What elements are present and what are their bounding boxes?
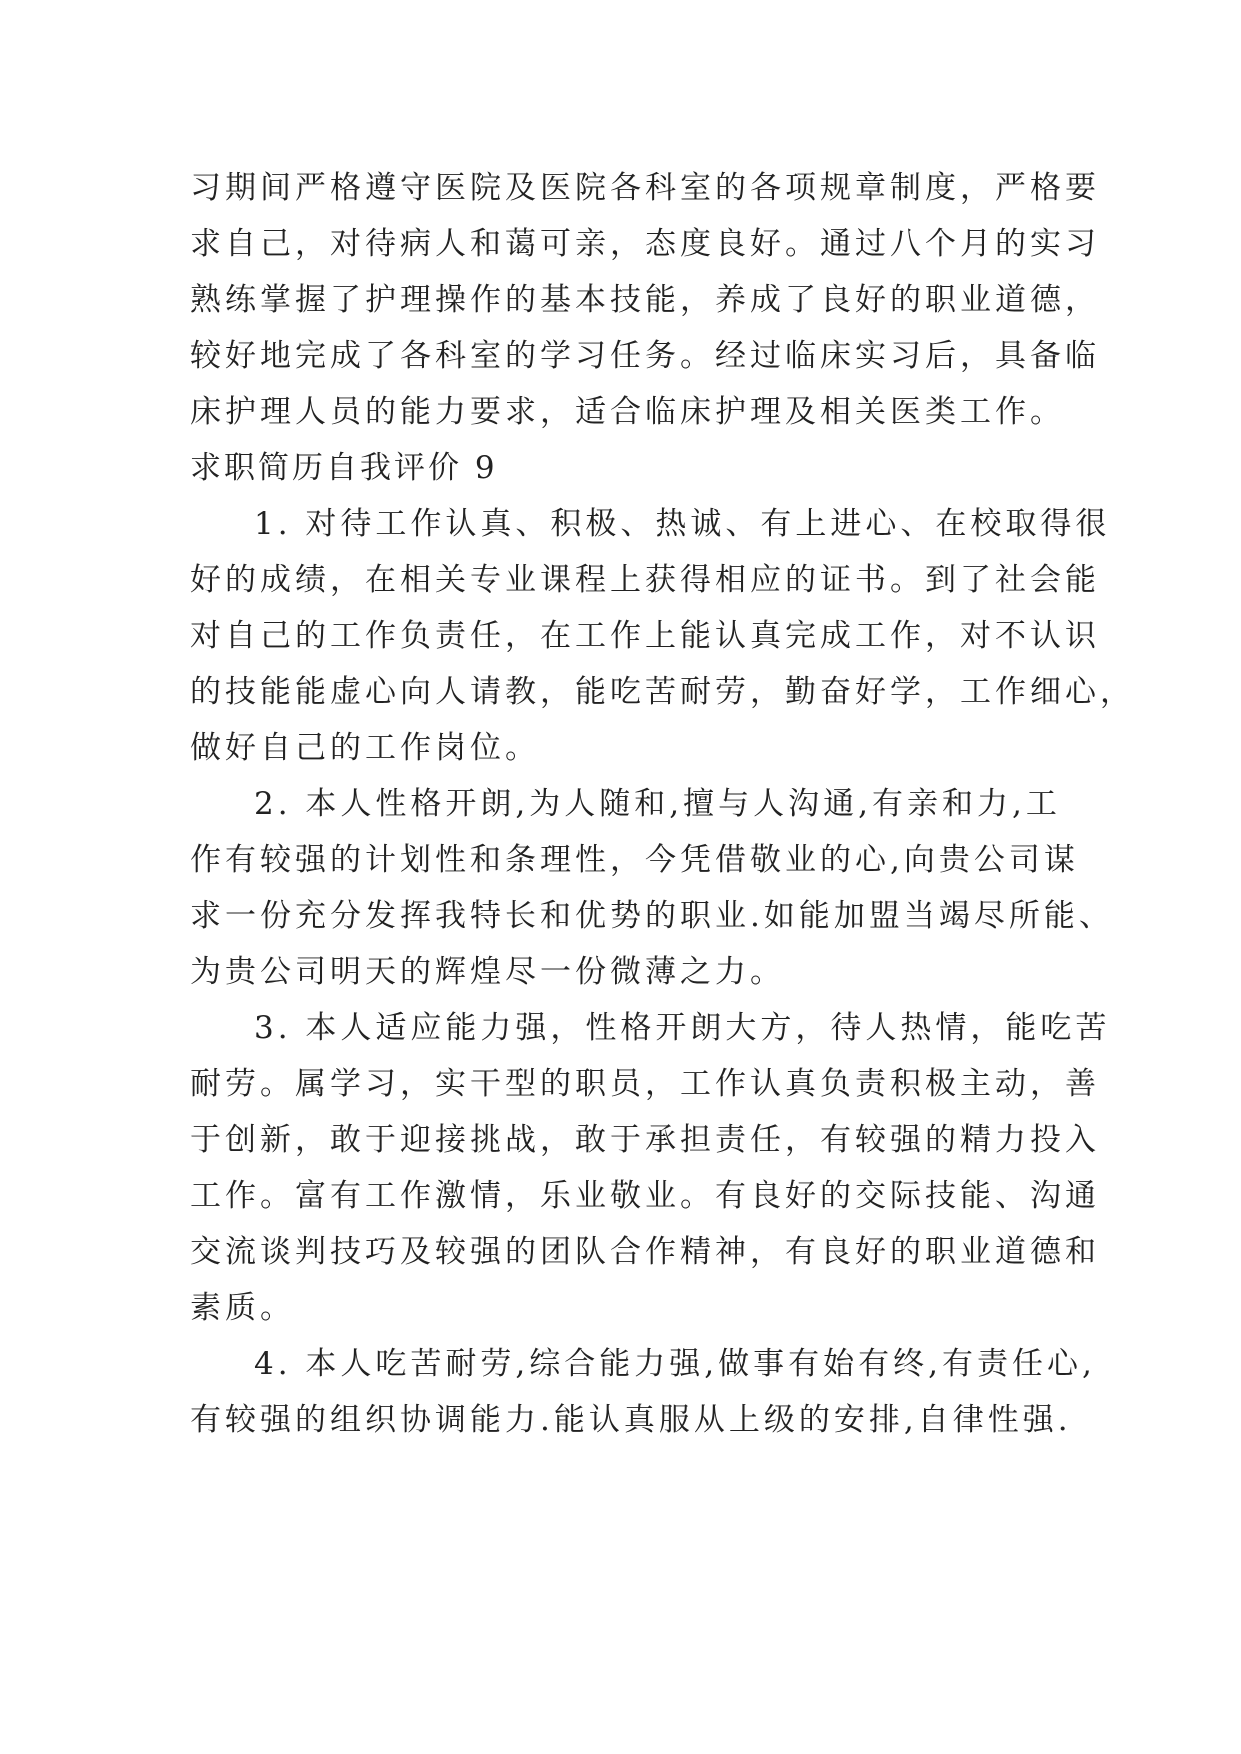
- text-line: 2. 本人性格开朗,为人随和,擅与人沟通,有亲和力,工: [254, 786, 1061, 822]
- text-line: 3. 本人适应能力强，性格开朗大方，待人热情，能吃苦: [254, 1010, 1111, 1046]
- text-line: 较好地完成了各科室的学习任务。经过临床实习后，具备临: [190, 338, 1100, 374]
- list-item-1: [190, 496, 1135, 776]
- text-line: 素质。: [190, 1290, 295, 1326]
- text-line: 工作。富有工作激情，乐业敬业。有良好的交际技能、沟通: [190, 1178, 1100, 1214]
- text-line: 熟练掌握了护理操作的基本技能，养成了良好的职业道德，: [190, 282, 1100, 318]
- text-line: 作有较强的计划性和条理性，今凭借敬业的心,向贵公司谋: [190, 842, 1079, 878]
- text-line: 交流谈判技巧及较强的团队合作精神，有良好的职业道德和: [190, 1234, 1100, 1270]
- text-line: 的技能能虚心向人请教，能吃苦耐劳，勤奋好学，工作细心，: [190, 674, 1135, 710]
- list-item-2: [190, 776, 1114, 1000]
- list-item-3: [190, 1000, 1111, 1336]
- text-line: 做好自己的工作岗位。: [190, 730, 540, 766]
- list-item-4: [190, 1336, 1096, 1448]
- text-line: 床护理人员的能力要求，适合临床护理及相关医类工作。: [190, 394, 1065, 430]
- text-line: 求一份充分发挥我特长和优势的职业.如能加盟当竭尽所能、: [190, 898, 1114, 934]
- document-body: [190, 160, 1135, 1448]
- text-line: 4. 本人吃苦耐劳,综合能力强,做事有始有终,有责任心,: [254, 1346, 1096, 1382]
- text-line: 习期间严格遵守医院及医院各科室的各项规章制度，严格要: [190, 170, 1100, 206]
- text-line: 为贵公司明天的辉煌尽一份微薄之力。: [190, 954, 785, 990]
- intro-paragraph: [190, 160, 1100, 440]
- text-line: 有较强的组织协调能力.能认真服从上级的安排,自律性强.: [190, 1402, 1072, 1438]
- text-line: 求自己，对待病人和蔼可亲，态度良好。通过八个月的实习: [190, 226, 1100, 262]
- text-line: 好的成绩，在相关专业课程上获得相应的证书。到了社会能: [190, 562, 1100, 598]
- text-line: 1. 对待工作认真、积极、热诚、有上进心、在校取得很: [254, 506, 1111, 542]
- section-title: 求职简历自我评价 9: [190, 450, 498, 486]
- text-line: 于创新，敢于迎接挑战，敢于承担责任，有较强的精力投入: [190, 1122, 1100, 1158]
- text-line: 对自己的工作负责任，在工作上能认真完成工作，对不认识: [190, 618, 1100, 654]
- text-line: 耐劳。属学习，实干型的职员，工作认真负责积极主动，善: [190, 1066, 1100, 1102]
